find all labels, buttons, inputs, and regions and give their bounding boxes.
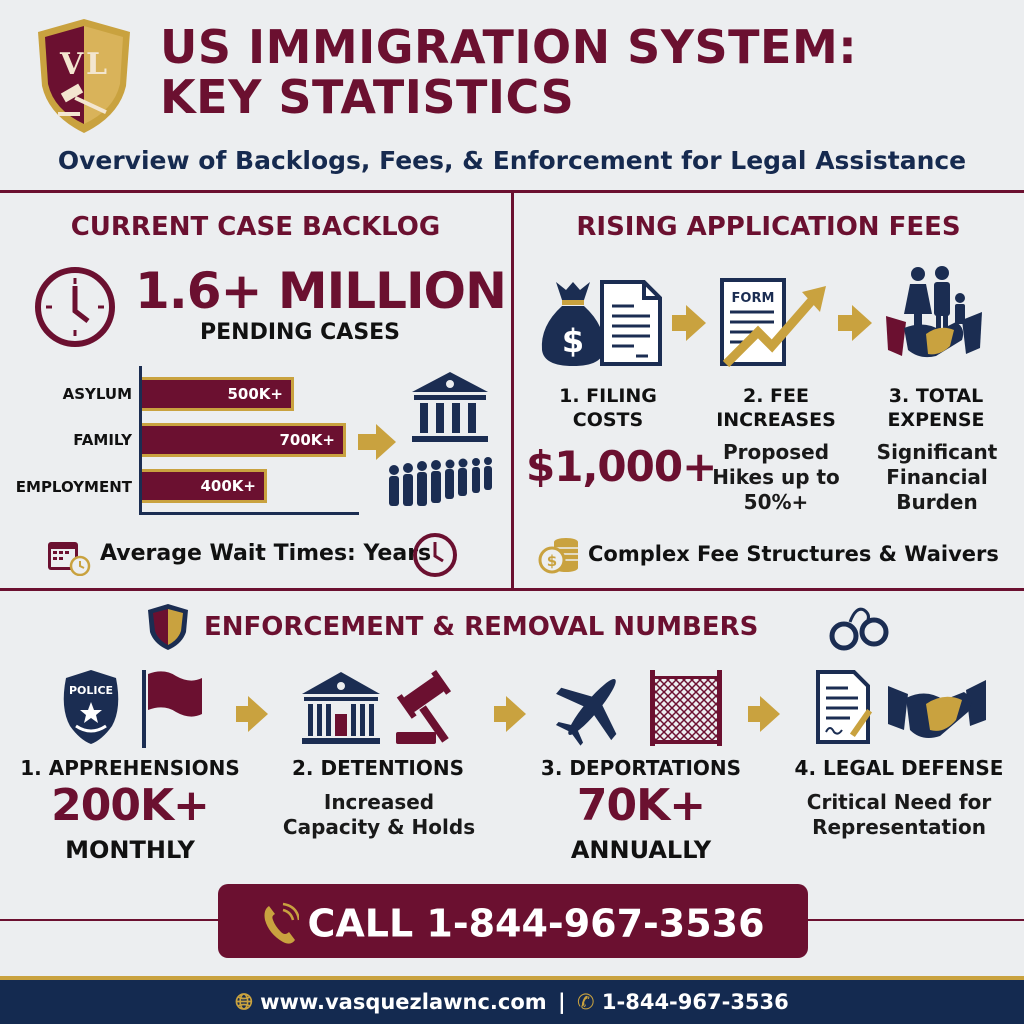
bar-employment: 400K+ xyxy=(142,469,267,503)
fence-icon xyxy=(648,668,724,746)
deportations-value: 70K+ xyxy=(576,780,706,831)
divider-vertical xyxy=(511,190,514,590)
phone-icon xyxy=(261,902,299,946)
bar-asylum: 500K+ xyxy=(142,377,294,411)
enforcement-step-3-title: 3. DEPORTATIONS xyxy=(540,756,742,780)
wait-times-note: Average Wait Times: Years xyxy=(100,541,432,566)
arrow-right-icon xyxy=(852,305,872,341)
bar-label-family: FAMILY xyxy=(73,431,132,449)
call-button[interactable] xyxy=(218,884,808,958)
clock-icon xyxy=(34,266,116,348)
airplane-icon xyxy=(554,668,630,746)
fee-step-3-title: 3. TOTAL EXPENSE xyxy=(887,385,985,431)
fee-structures-note: Complex Fee Structures & Waivers xyxy=(588,542,999,566)
enforcement-step-4-title: 4. LEGAL DEFENSE xyxy=(794,756,1004,780)
fee-step-3-body: Significant Financial Burden xyxy=(876,440,998,514)
form-label: FORM xyxy=(731,291,775,306)
globe-icon: 🌐︎ xyxy=(235,990,253,1015)
flag-icon xyxy=(140,668,206,748)
arrow-right-icon xyxy=(686,305,706,341)
svg-text:V: V xyxy=(60,47,84,82)
phone-icon: ✆ xyxy=(576,990,595,1014)
enforcement-step-4-body: Critical Need for Representation xyxy=(806,790,992,839)
chart-axis-x xyxy=(139,512,359,515)
gavel-icon xyxy=(394,668,466,746)
people-queue-icon xyxy=(384,456,494,514)
arrow-stem xyxy=(358,434,378,450)
deportations-caption: ANNUALLY xyxy=(570,836,712,864)
website-link[interactable]: www.vasquezlawnc.com xyxy=(260,990,547,1014)
arrow-right-icon xyxy=(376,424,396,460)
bar-label-asylum: ASYLUM xyxy=(62,385,132,403)
handcuffs-icon xyxy=(828,602,890,654)
call-label: CALL 1-844-967-3536 xyxy=(307,901,765,946)
enforcement-step-1-title: 1. APPREHENSIONS xyxy=(20,756,240,780)
coins-icon xyxy=(538,536,580,576)
enforcement-step-2-body: Increased Capacity & Holds xyxy=(282,790,476,839)
divider-middle xyxy=(0,588,1024,591)
arrow-right-icon xyxy=(760,696,780,732)
backlog-title: CURRENT CASE BACKLOG xyxy=(70,212,441,242)
clock-small-icon xyxy=(412,532,458,578)
page-title xyxy=(160,22,857,122)
bar-label-employment: EMPLOYMENT xyxy=(15,478,132,496)
bar-family: 700K+ xyxy=(142,423,346,457)
calendar-clock-icon xyxy=(46,536,92,576)
footer-separator: | xyxy=(557,990,566,1014)
svg-text:$: $ xyxy=(546,552,558,570)
svg-text:L: L xyxy=(86,47,108,82)
page-subtitle: Overview of Backlogs, Fees, & Enforcement for Legal Assistance xyxy=(57,146,967,175)
apprehensions-value: 200K+ xyxy=(51,780,209,831)
apprehensions-caption: MONTHLY xyxy=(65,836,195,864)
courthouse-icon xyxy=(408,370,492,446)
signed-document-icon xyxy=(814,668,878,746)
title-line-2: KEY STATISTICS xyxy=(160,70,575,124)
form-rising-chart-icon xyxy=(718,276,830,368)
handshake-icon xyxy=(886,674,988,744)
pending-cases-number: 1.6+ MILLION xyxy=(135,262,506,320)
arrow-right-icon xyxy=(506,696,526,732)
fees-title: RISING APPLICATION FEES xyxy=(576,212,961,242)
document-icon xyxy=(598,278,664,368)
enforcement-title: ENFORCEMENT & REMOVAL NUMBERS xyxy=(204,612,759,642)
fee-step-2-title: 2. FEE INCREASES xyxy=(716,385,836,431)
pending-cases-caption: PENDING CASES xyxy=(200,320,401,345)
police-badge-icon xyxy=(58,668,124,746)
shield-icon xyxy=(146,602,190,652)
fee-step-1-title: 1. FILING COSTS xyxy=(559,385,657,431)
police-label: POLICE xyxy=(68,684,114,697)
title-line-1: US IMMIGRATION SYSTEM: xyxy=(160,20,858,74)
svg-text:$: $ xyxy=(561,322,585,360)
arrow-right-icon xyxy=(248,696,268,732)
family-handshake-icon xyxy=(884,264,984,368)
fee-step-2-body: Proposed Hikes up to 50%+ xyxy=(712,440,840,514)
courthouse-detention-icon xyxy=(300,670,382,746)
filing-costs-value: $1,000+ xyxy=(526,442,717,491)
footer-bar xyxy=(0,976,1024,1024)
footer-phone[interactable]: 1-844-967-3536 xyxy=(601,990,789,1014)
enforcement-step-2-title: 2. DETENTIONS xyxy=(291,756,464,780)
shield-gavel-logo-icon xyxy=(34,16,134,136)
